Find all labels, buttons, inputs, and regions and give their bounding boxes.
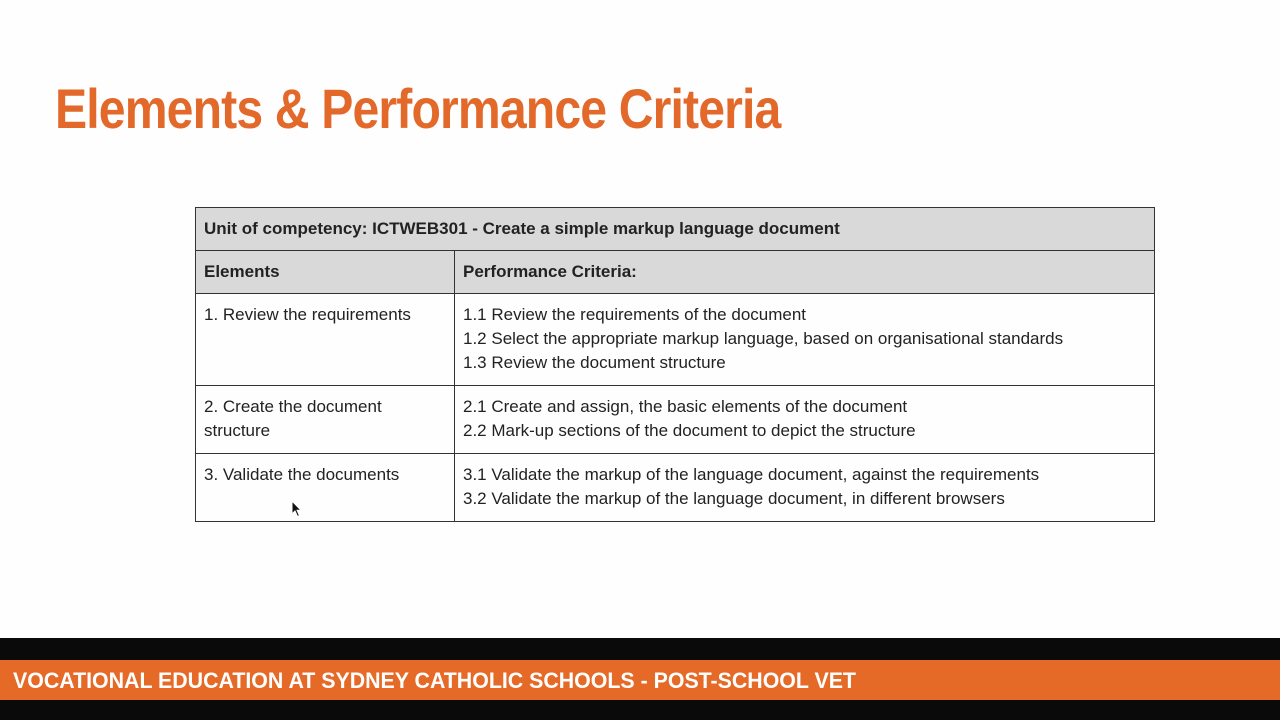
page-title: Elements & Performance Criteria xyxy=(55,77,781,140)
criteria-item: 1.1 Review the requirements of the document xyxy=(463,305,807,324)
criteria-column-header: Performance Criteria: xyxy=(455,251,1155,294)
criteria-item: 1.2 Select the appropriate markup language, based on organisational standards xyxy=(463,329,1064,348)
footer-bottom-strip xyxy=(0,700,1280,720)
criteria-item: 2.1 Create and assign, the basic elements of the document xyxy=(463,397,908,416)
element-cell: 3. Validate the documents xyxy=(196,454,455,522)
footer-text: VOCATIONAL EDUCATION AT SYDNEY CATHOLIC SCHOOLS - POST-SCHOOL VET xyxy=(13,668,856,693)
unit-of-competency-header: Unit of competency: ICTWEB301 - Create a simple markup language document xyxy=(196,208,1155,251)
criteria-cell xyxy=(455,386,1155,454)
element-cell: 2. Create the document structure xyxy=(196,386,455,454)
criteria-cell xyxy=(455,454,1155,522)
footer-divider xyxy=(0,638,1280,660)
criteria-item: 1.3 Review the document structure xyxy=(463,353,726,372)
criteria-cell xyxy=(455,294,1155,386)
column-header-row xyxy=(196,251,1155,294)
footer-banner xyxy=(0,660,1280,700)
table-row xyxy=(196,294,1155,386)
table-row xyxy=(196,386,1155,454)
criteria-item: 3.1 Validate the markup of the language document, against the requirements xyxy=(463,465,1040,484)
elements-column-header: Elements xyxy=(196,251,455,294)
unit-header-row xyxy=(196,208,1155,251)
table-row xyxy=(196,454,1155,522)
element-cell: 1. Review the requirements xyxy=(196,294,455,386)
criteria-item: 2.2 Mark-up sections of the document to depict the structure xyxy=(463,421,916,440)
competency-table xyxy=(195,207,1155,522)
mouse-pointer-icon xyxy=(291,500,303,518)
criteria-item: 3.2 Validate the markup of the language document, in different browsers xyxy=(463,489,1005,508)
